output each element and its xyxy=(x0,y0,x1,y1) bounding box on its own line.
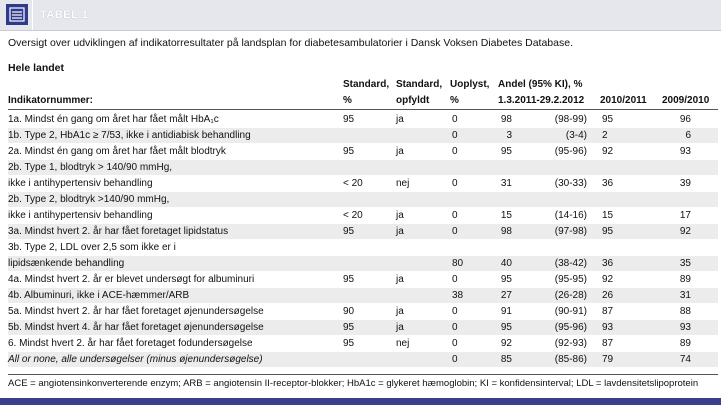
cell-y1: 87 xyxy=(602,338,614,349)
cell-ki: (95-96) xyxy=(554,146,587,157)
col-header-indicator: Indikatornummer: xyxy=(8,95,94,106)
table-header-bar xyxy=(0,0,721,31)
cell-opf: ja xyxy=(396,146,404,157)
col-header-unknown-bot: % xyxy=(450,95,459,106)
cell-y1: 92 xyxy=(602,274,614,285)
cell-indicator: 2a. Mindst én gang om året har fået målt blodtryk xyxy=(8,146,226,157)
col-header-share-bot: 1.3.2011-29.2.2012 xyxy=(498,95,585,106)
cell-ki: (3-4) xyxy=(565,130,587,141)
cell-uop: 0 xyxy=(452,146,458,157)
table-row xyxy=(8,128,718,143)
cell-y1: 26 xyxy=(602,290,614,301)
cell-uop: 80 xyxy=(452,258,464,269)
cell-and: 15 xyxy=(500,210,512,221)
cell-indicator: ikke i antihypertensiv behandling xyxy=(8,178,153,189)
cell-y1: 87 xyxy=(602,306,614,317)
cell-ki: (85-86) xyxy=(554,354,587,365)
cell-uop: 0 xyxy=(452,306,458,317)
cell-std: < 20 xyxy=(343,178,363,189)
cell-y1: 36 xyxy=(602,258,614,269)
bottom-bar xyxy=(0,398,721,405)
cell-uop: 0 xyxy=(452,274,458,285)
cell-y2: 88 xyxy=(679,306,691,317)
cell-opf: nej xyxy=(396,338,410,349)
cell-y1: 36 xyxy=(602,178,614,189)
table-row xyxy=(8,336,718,351)
cell-indicator: 4a. Mindst hvert 2. år er blevet undersøgt for albuminuri xyxy=(8,274,255,285)
cell-uop: 0 xyxy=(452,338,458,349)
footnote: ACE = angiotensinkonverterende enzym; ARB = angiotensin II-receptor-blokker; HbA1c = glykeret hæmoglobin; KI = konfidensinterval; LDL = lavdensitetslipoprotein xyxy=(8,378,699,389)
cell-indicator: 5a. Mindst hvert 2. år har fået foretaget øjenundersøgelse xyxy=(8,306,264,317)
cell-opf: ja xyxy=(396,114,404,125)
cell-y1: 79 xyxy=(602,354,614,365)
cell-indicator: 6. Mindst hvert 2. år har fået foretaget fodundersøgelse xyxy=(8,338,253,349)
cell-and: 95 xyxy=(500,274,512,285)
header-divider xyxy=(32,0,33,30)
col-header-standard-bot: % xyxy=(343,95,352,106)
cell-uop: 0 xyxy=(452,322,458,333)
cell-and: 85 xyxy=(500,354,512,365)
cell-y1: 95 xyxy=(602,114,614,125)
cell-y1: 15 xyxy=(602,210,614,221)
cell-and: 95 xyxy=(500,146,512,157)
cell-indicator: 2b. Type 2, blodtryk >140/90 mmHg, xyxy=(8,194,170,205)
cell-uop: 0 xyxy=(452,114,458,125)
cell-y2: 31 xyxy=(679,290,691,301)
col-header-2009: 2009/2010 xyxy=(662,95,710,106)
table-caption: Oversigt over udviklingen af indikatorresultater på landsplan for diabetesambulatorier i Dansk Voksen Diabetes Database. xyxy=(8,37,573,49)
cell-y2: 6 xyxy=(685,130,691,141)
cell-uop: 0 xyxy=(452,178,458,189)
table-row xyxy=(8,304,718,319)
cell-ki: (38-42) xyxy=(554,258,587,269)
cell-opf: ja xyxy=(396,226,404,237)
cell-and: 98 xyxy=(500,226,512,237)
table-row xyxy=(8,272,718,287)
table-row xyxy=(8,144,718,159)
cell-y1: 95 xyxy=(602,226,614,237)
cell-y1: 92 xyxy=(602,146,614,157)
cell-ki: (14-16) xyxy=(554,210,587,221)
cell-indicator: 5b. Mindst hvert 4. år har fået foretaget øjenundersøgelse xyxy=(8,322,264,333)
cell-ki: (95-95) xyxy=(554,274,587,285)
cell-opf: nej xyxy=(396,178,410,189)
table-row xyxy=(8,112,718,127)
cell-indicator: ikke i antihypertensiv behandling xyxy=(8,210,153,221)
cell-indicator: 2b. Type 1, blodtryk > 140/90 mmHg, xyxy=(8,162,173,173)
cell-opf: ja xyxy=(396,306,404,317)
cell-and: 91 xyxy=(500,306,512,317)
cell-std: 95 xyxy=(343,322,355,333)
cell-ki: (97-98) xyxy=(554,226,587,237)
table-row xyxy=(8,192,718,207)
cell-and: 95 xyxy=(500,322,512,333)
table-row xyxy=(8,288,718,303)
cell-uop: 0 xyxy=(452,354,458,365)
cell-y2: 39 xyxy=(679,178,691,189)
cell-indicator: lipidsænkende behandling xyxy=(8,258,125,269)
cell-uop: 0 xyxy=(452,130,458,141)
col-header-fulfilled-bot: opfyldt xyxy=(396,95,430,106)
cell-ki: (98-99) xyxy=(554,114,587,125)
cell-uop: 0 xyxy=(452,210,458,221)
cell-opf: ja xyxy=(396,274,404,285)
table-title: TABEL 1 xyxy=(40,9,89,21)
cell-uop: 0 xyxy=(452,226,458,237)
cell-std: 90 xyxy=(343,306,355,317)
cell-y2: 92 xyxy=(679,226,691,237)
cell-and: 98 xyxy=(500,114,512,125)
cell-std: 95 xyxy=(343,274,355,285)
cell-std: 95 xyxy=(343,146,355,157)
cell-ki: (95-96) xyxy=(554,322,587,333)
col-header-standard-top: Standard, xyxy=(343,79,390,90)
cell-std: 95 xyxy=(343,226,355,237)
cell-and: 31 xyxy=(500,178,512,189)
cell-indicator: 4b. Albuminuri, ikke i ACE-hæmmer/ARB xyxy=(8,290,190,301)
col-header-2010: 2010/2011 xyxy=(600,95,647,106)
col-header-share-top: Andel (95% KI), % xyxy=(498,79,583,90)
col-header-fulfilled-top: Standard, xyxy=(396,79,443,90)
cell-indicator: 3a. Mindst hvert 2. år har fået foretaget lipidstatus xyxy=(8,226,229,237)
cell-std: 95 xyxy=(343,338,355,349)
group-label: Hele landet xyxy=(8,62,65,74)
cell-and: 27 xyxy=(500,290,512,301)
cell-indicator: 3b. Type 2, LDL over 2,5 som ikke er i xyxy=(8,242,176,253)
cell-indicator: 1a. Mindst én gang om året har fået målt HbA₁c xyxy=(8,114,219,125)
cell-y1: 93 xyxy=(602,322,614,333)
cell-opf: ja xyxy=(396,322,404,333)
cell-y1: 2 xyxy=(602,130,608,141)
cell-y2: 89 xyxy=(679,338,691,349)
cell-y2: 89 xyxy=(679,274,691,285)
cell-y2: 93 xyxy=(679,146,691,157)
cell-y2: 17 xyxy=(679,210,691,221)
table-row xyxy=(8,176,718,191)
cell-y2: 93 xyxy=(679,322,691,333)
table-row xyxy=(8,320,718,335)
cell-y2: 74 xyxy=(679,354,691,365)
cell-ki: (30-33) xyxy=(554,178,587,189)
table-list-icon xyxy=(6,4,28,25)
table-row xyxy=(8,256,718,271)
table-row xyxy=(8,352,718,367)
cell-y2: 96 xyxy=(679,114,691,125)
cell-std: 95 xyxy=(343,114,355,125)
cell-ki: (92-93) xyxy=(554,338,587,349)
cell-ki: (90-91) xyxy=(554,306,587,317)
table-row xyxy=(8,240,718,255)
cell-indicator: 1b. Type 2, HbA1c ≥ 7/53, ikke i antidiabisk behandling xyxy=(8,130,251,141)
table-row xyxy=(8,224,718,239)
col-header-unknown-top: Uoplyst, xyxy=(450,79,490,90)
cell-y2: 35 xyxy=(679,258,691,269)
cell-uop: 38 xyxy=(452,290,464,301)
cell-and: 3 xyxy=(506,130,512,141)
cell-ki: (26-28) xyxy=(554,290,587,301)
cell-indicator: All or none, alle undersøgelser (minus øjenundersøgelse) xyxy=(8,354,263,365)
cell-and: 92 xyxy=(500,338,512,349)
cell-opf: ja xyxy=(396,210,404,221)
table-row xyxy=(8,160,718,175)
cell-std: < 20 xyxy=(343,210,363,221)
footer-rule xyxy=(8,374,718,375)
cell-and: 40 xyxy=(500,258,512,269)
header-rule xyxy=(8,109,718,110)
table-row xyxy=(8,208,718,223)
